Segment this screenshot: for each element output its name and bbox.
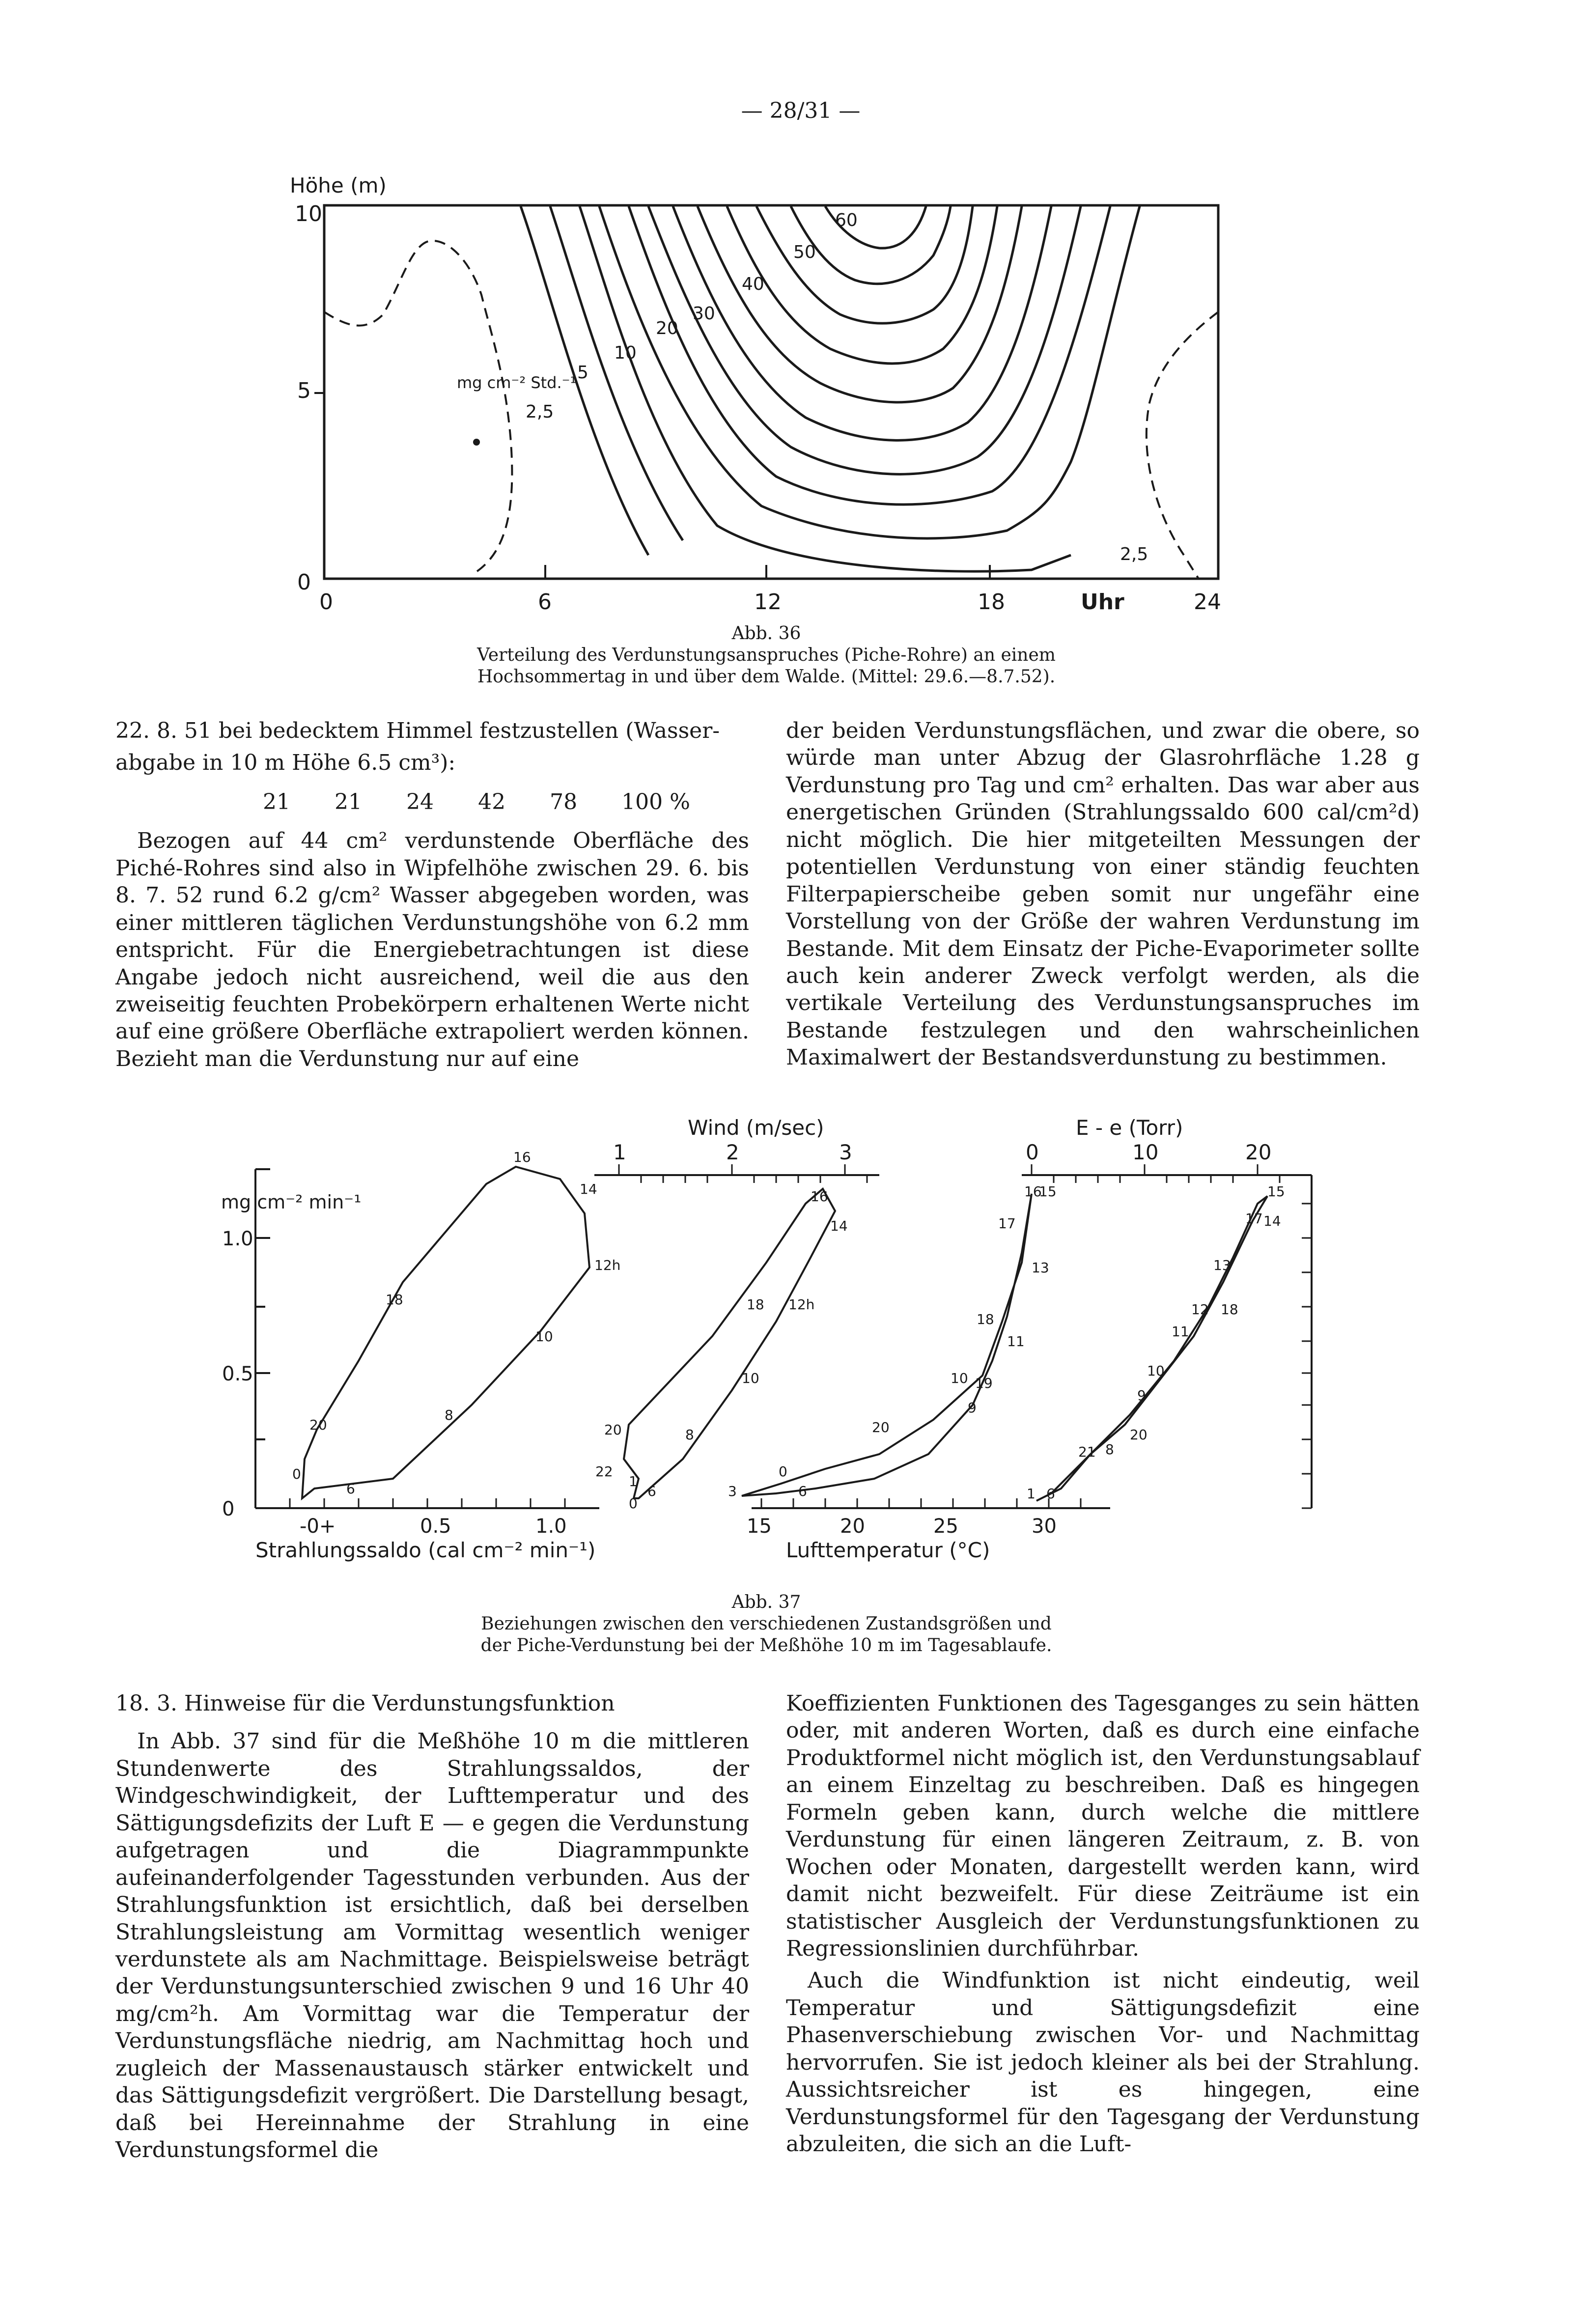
temp-h16: 16 xyxy=(1024,1183,1042,1200)
ee-h18: 18 xyxy=(1221,1301,1238,1318)
wind-h0: 0 xyxy=(629,1495,638,1512)
strahlung-h6: 6 xyxy=(346,1481,355,1497)
left-column-top xyxy=(115,717,749,1077)
fig37-y-unit: mg cm⁻² min⁻¹ xyxy=(221,1191,362,1213)
fig36-x-tick-12: 12 xyxy=(754,590,782,615)
wind-h16: 16 xyxy=(811,1188,828,1205)
temp-h10: 10 xyxy=(951,1370,968,1386)
temp-h20: 20 xyxy=(872,1419,890,1435)
fig37-ee-tick-0: 0 xyxy=(1026,1140,1039,1164)
fig36-frame xyxy=(324,205,1218,579)
strahlung-h20: 20 xyxy=(309,1417,327,1433)
fig36-y-tick-10: 10 xyxy=(295,201,322,226)
fig36-label-10: 10 xyxy=(614,343,637,363)
right-bottom-paragraph-2: Auch die Windfunktion ist nicht eindeutig, weil Temperatur und Sättigungsdefizit eine Phasenverschiebung zwischen Vor- und Nachmittag hervorrufen. Sie ist jedoch kleiner als bei der Strahlung. Aussichtsreicher ist es hingegen, eine Verdunstungsformel für den Tagesgang der Verdunstung abzuleiten, die sich an die Luft- xyxy=(786,1968,1420,2157)
fig36-label-50: 50 xyxy=(793,242,816,262)
wind-h14: 14 xyxy=(830,1218,848,1234)
fig36-x-tick-24: 24 xyxy=(1194,590,1221,615)
ee-h15: 15 xyxy=(1267,1183,1285,1200)
ee-h6: 6 xyxy=(1046,1486,1055,1502)
ee-h9: 9 xyxy=(1137,1387,1146,1404)
fig37-strahlung-label: Strahlungssaldo (cal cm⁻² min⁻¹) xyxy=(255,1538,596,1562)
wind-h1: 1 xyxy=(629,1473,638,1489)
ee-h20: 20 xyxy=(1130,1427,1148,1443)
ee-h11: 11 xyxy=(1172,1323,1189,1340)
fig36-y-tick-0: 0 xyxy=(297,570,311,595)
temp-h19: 19 xyxy=(975,1375,993,1391)
fig37-wind-tick-1: 1 xyxy=(613,1140,626,1164)
temp-h17: 17 xyxy=(998,1215,1016,1232)
fig36-caption-line-2: Hochsommertag in und über dem Walde. (Mittel: 29.6.—8.7.52). xyxy=(477,666,1056,687)
ee-h14: 14 xyxy=(1263,1213,1281,1229)
fig36-y-tick-5: 5 xyxy=(297,378,311,403)
fig36-x-tick-18: 18 xyxy=(978,590,1005,615)
strahlung-h0: 0 xyxy=(292,1466,301,1482)
wind-h22: 22 xyxy=(595,1463,613,1480)
fig37-temp-tick-25: 25 xyxy=(933,1515,958,1538)
fig36-x-tick-0: 0 xyxy=(319,590,333,615)
values-row xyxy=(263,788,690,815)
ee-h21: 21 xyxy=(1078,1444,1096,1460)
fig37-ee-label: E - e (Torr) xyxy=(1076,1116,1183,1140)
fig37-ee-tick-20: 20 xyxy=(1245,1140,1272,1164)
fig37-strahlung-tick-0: -0+ xyxy=(300,1515,336,1538)
fig36-unit-label: mg cm⁻² Std.⁻¹ xyxy=(457,373,577,392)
fig37-strahlung-tick-05: 0.5 xyxy=(420,1515,451,1538)
fig37-caption-line-2: der Piche-Verdunstung bei der Meßhöhe 10 m im Tagesablaufe. xyxy=(480,1635,1052,1656)
strahlung-h14: 14 xyxy=(580,1181,597,1197)
ee-h8: 8 xyxy=(1105,1441,1114,1458)
fig37-temp-tick-30: 30 xyxy=(1032,1515,1057,1538)
fig37-ee-tick-10: 10 xyxy=(1132,1140,1159,1164)
strahlung-h10: 10 xyxy=(535,1328,553,1345)
strahlung-h18: 18 xyxy=(386,1292,403,1308)
temp-h15: 15 xyxy=(1039,1183,1057,1200)
temp-h0: 0 xyxy=(779,1463,787,1480)
right-bottom-paragraph-1: Koeffizienten Funktionen des Tagesganges zu sein hätten oder, mit anderen Worten, daß es durch eine einfache Produktformel nicht möglich ist, den Verdunstungsablauf an einem Einzeltag zu beschreiben. Daß es hingegen Formeln geben kann, durch welche die mittlere Verdunstung für einen längeren Zeitraum, z. B. von Wochen oder Monaten, dargestellt werden kann, wird damit nicht bezweifelt. Für diese Zeiträume ist ein statistischer Ausgleich der Verdunstungsfunktionen zu Regressionslinien durchführbar. xyxy=(786,1691,1420,1961)
fig36-label-60: 60 xyxy=(835,210,858,230)
ee-h12: 12 xyxy=(1191,1301,1209,1318)
fig36-label-30: 30 xyxy=(693,304,715,324)
fig36-label-20: 20 xyxy=(656,318,678,338)
value-4: 42 xyxy=(478,789,506,814)
fig37-caption-line-1: Beziehungen zwischen den verschiedenen Zustandsgrößen und xyxy=(481,1613,1052,1634)
fig37-ee-loop xyxy=(1036,1196,1267,1501)
fig36-label: Abb. 36 xyxy=(731,623,801,644)
fig36-label-2-5-left: 2,5 xyxy=(526,402,554,422)
fig37-wind-label: Wind (m/sec) xyxy=(688,1116,824,1140)
left-column-bottom xyxy=(115,1690,749,2168)
temp-h13: 13 xyxy=(1032,1260,1049,1276)
fig36-x-tick-6: 6 xyxy=(538,590,552,615)
section-title: 18. 3. Hinweise für die Verdunstungsfunktion xyxy=(115,1691,615,1716)
fig36-x-unit: Uhr xyxy=(1081,590,1124,615)
fig37-y-tick-1: 1.0 xyxy=(222,1228,253,1250)
strahlung-h12: 12h xyxy=(594,1257,621,1273)
fig37-wind-tick-3: 3 xyxy=(839,1140,852,1164)
value-6: 100 % xyxy=(621,789,690,814)
wind-h12: 12h xyxy=(788,1296,815,1313)
fig37-strahlung-tick-1: 1.0 xyxy=(535,1515,567,1538)
fig36-caption xyxy=(275,623,1258,688)
temp-h3: 3 xyxy=(728,1483,737,1499)
fig37-y-tick-05: 0.5 xyxy=(222,1363,253,1385)
wind-h8: 8 xyxy=(685,1427,694,1443)
wind-h20: 20 xyxy=(604,1422,622,1438)
ee-h13: 13 xyxy=(1213,1257,1231,1273)
value-5: 78 xyxy=(550,789,578,814)
fig36-contours xyxy=(521,206,1140,571)
fig37-wind-loop xyxy=(624,1189,835,1498)
page-number: — 28/31 — xyxy=(741,98,861,123)
temp-h18: 18 xyxy=(977,1311,994,1327)
ee-h1: 1 xyxy=(1027,1486,1036,1502)
figure-37-relation-plots xyxy=(196,1115,1366,1577)
temp-h9: 9 xyxy=(968,1400,977,1416)
fig37-temp-label: Lufttemperatur (°C) xyxy=(786,1538,990,1562)
fig36-y-title: Höhe (m) xyxy=(290,173,387,197)
ee-h10: 10 xyxy=(1147,1363,1165,1379)
right-column-top xyxy=(786,717,1420,1076)
fig36-label-40: 40 xyxy=(742,274,764,294)
fig36-label-5: 5 xyxy=(577,363,588,383)
strahlung-h16: 16 xyxy=(513,1149,531,1165)
figure-36-contour-plot xyxy=(275,167,1258,619)
fig37-wind-tick-2: 2 xyxy=(726,1140,739,1164)
temp-h11: 11 xyxy=(1007,1333,1025,1349)
value-1: 21 xyxy=(263,789,290,814)
left-top-line-1: 22. 8. 51 bei bedecktem Himmel festzustellen (Wasser- xyxy=(115,718,720,743)
left-bottom-paragraph: In Abb. 37 sind für die Meßhöhe 10 m die mittleren Stundenwerte des Strahlungssaldos, der Windgeschwindigkeit, der Lufttemperatur und des Sättigungsdefizits der Luft E — e gegen die Verdunstung aufgetragen und die Diagrammpunkte aufeinanderfolgender Tagesstunden verbunden. Aus der Strahlungsfunktion ist ersichtlich, daß bei derselben Strahlungsleistung am Vormittag wesentlich weniger verdunstete als am Nachmittage. Beispielsweise beträgt der Verdunstungsunterschied zwischen 9 und 16 Uhr 40 mg/cm²h. Am Vormittag war die Temperatur der Verdunstungsfläche niedrig, am Nachmittag hoch und zugleich der Massenaustausch stärker entwickelt und das Sättigungsdefizit vergrößert. Die Darstellung besagt, daß bei Hereinnahme der Strahlung in eine Verdunstungsformel die xyxy=(115,1729,749,2163)
fig37-temp-loop xyxy=(742,1194,1032,1496)
fig37-y-tick-0: 0 xyxy=(222,1498,235,1520)
left-top-line-2: abgabe in 10 m Höhe 6.5 cm³): xyxy=(115,750,456,776)
right-top-paragraph: der beiden Verdunstungsflächen, und zwar die obere, so würde man unter Abzug der Glasrohrfläche 1.28 g Verdunstung pro Tag und cm² erhalten. Das war aber aus energetischen Gründen (Strahlungssaldo 600 cal/cm²d) nicht möglich. Die hier mitgeteilten Messungen der potentiellen Verdunstung von einer ständig feuchten Filterpapierscheibe geben somit nur ungefähr eine Vorstellung von der Größe der wahren Verdunstung im Bestande. Mit dem Einsatz der Piche-Evaporimeter sollte auch kein anderer Zweck verfolgt werden, als die vertikale Verteilung des Verdunstungsanspruches im Bestande festzulegen und den wahrscheinlichen Maximalwert der Bestandsverdunstung zu bestimmen. xyxy=(786,718,1420,1070)
fig37-temp-tick-20: 20 xyxy=(840,1515,865,1538)
fig36-caption-line-1: Verteilung des Verdunstungsanspruches (Piche-Rohre) an einem xyxy=(477,645,1056,665)
value-3: 24 xyxy=(406,789,434,814)
fig37-caption xyxy=(275,1592,1258,1657)
temp-h6: 6 xyxy=(798,1483,807,1499)
fig37-temp-tick-15: 15 xyxy=(747,1515,772,1538)
value-2: 21 xyxy=(335,789,363,814)
left-top-paragraph: Bezogen auf 44 cm² verdunstende Oberfläche des Piché-Rohres sind also in Wipfelhöhe zwischen 29. 6. bis 8. 7. 52 rund 6.2 g/cm² Wasser abgegeben worden, was einer mittleren täglichen Verdunstungshöhe von 6.2 mm entspricht. Für die Energiebetrachtungen ist diese Angabe jedoch nicht ausreichend, weil die aus den zweiseitig feuchten Probekörpern erhaltenen Werte nicht auf eine größere Oberfläche extrapoliert werden können. Bezieht man die Verdunstung nur auf eine xyxy=(115,828,749,1071)
wind-h18: 18 xyxy=(747,1296,764,1313)
strahlung-h8: 8 xyxy=(445,1407,453,1423)
ee-h17: 17 xyxy=(1245,1210,1263,1227)
wind-h10: 10 xyxy=(742,1370,759,1386)
wind-h6: 6 xyxy=(647,1483,656,1499)
fig36-label-2-5-right: 2,5 xyxy=(1120,544,1148,564)
right-column-bottom xyxy=(786,1690,1420,2163)
fig37-label: Abb. 37 xyxy=(731,1592,801,1612)
